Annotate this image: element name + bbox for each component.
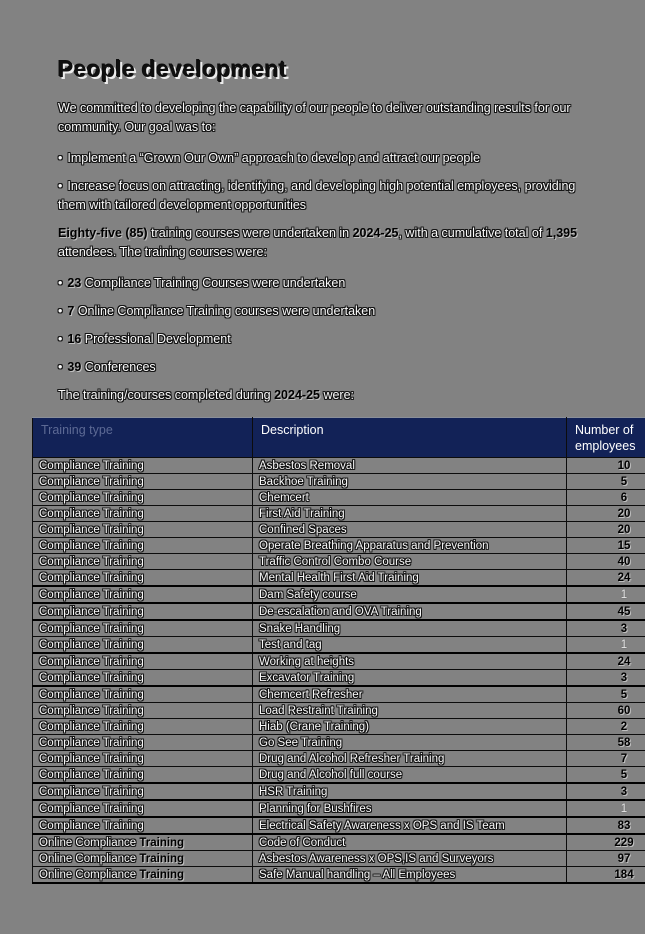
cell-employee-count (567, 703, 645, 719)
count-bullet-text: Professional Development (81, 332, 231, 346)
training-type-text: Compliance Training (39, 802, 144, 815)
cell-employee-count (567, 751, 645, 767)
description-text: Go See Training (259, 736, 343, 749)
description-text: Dam Safety course (259, 588, 357, 601)
table-row (33, 703, 645, 719)
cell-description (253, 851, 567, 867)
description-text: De-escalation and OVA Training (259, 605, 422, 618)
cell-employee-count (567, 800, 645, 817)
employee-count-text: 24 (617, 655, 631, 668)
cell-training-type (33, 570, 253, 587)
cell-employee-count (567, 458, 645, 474)
bullet-icon: • (58, 276, 63, 290)
cell-employee-count (567, 834, 645, 851)
cell-employee-count (567, 570, 645, 587)
table-row (33, 603, 645, 620)
cell-employee-count (567, 783, 645, 800)
employee-count-text: 3 (620, 622, 628, 635)
training-type-text: Compliance Training (39, 539, 144, 552)
cell-training-type (33, 703, 253, 719)
description-text: Hiab (Crane Training) (259, 720, 369, 733)
count-bullet-list (58, 274, 610, 377)
cell-training-type (33, 506, 253, 522)
intro-paragraph: We committed to developing the capability of our people to deliver outstanding results for our community. Our goal was to: (58, 101, 571, 134)
cell-employee-count (567, 522, 645, 538)
cell-employee-count (567, 603, 645, 620)
summary-text-2: , with a cumulative total of (398, 226, 546, 240)
closing-paragraph (58, 386, 593, 405)
employee-count-text: 1 (620, 588, 628, 601)
count-bullet (58, 274, 593, 293)
description-text: Electrical Safety Awareness x OPS and IS Team (259, 819, 505, 832)
bullet-icon: • (58, 360, 63, 374)
employee-count-text: 97 (617, 852, 631, 865)
cell-employee-count (567, 767, 645, 784)
bullet-icon: • (58, 332, 63, 346)
cell-training-type (33, 620, 253, 637)
cell-description (253, 751, 567, 767)
employee-count-text: 1 (620, 638, 628, 651)
table-row (33, 800, 645, 817)
column-header-training-type: Training type (33, 418, 253, 458)
employee-count-text: 5 (620, 768, 628, 781)
table-row (33, 834, 645, 851)
cell-description (253, 670, 567, 687)
table-row (33, 474, 645, 490)
column-header-description: Description (253, 418, 567, 458)
training-type-text: Compliance Training (39, 785, 144, 798)
employee-count-text: 7 (620, 752, 628, 765)
table-row (33, 686, 645, 703)
description-text: Safe Manual handling – All Employees (259, 868, 456, 881)
description-text: Snake Handling (259, 622, 341, 635)
bullet-icon: • (58, 179, 63, 193)
cell-description (253, 686, 567, 703)
table-row (33, 620, 645, 637)
training-type-text: Compliance Training (39, 588, 144, 601)
summary-paragraph (58, 224, 593, 262)
employee-count-text: 6 (620, 491, 628, 504)
description-text: Load Restraint Training (259, 704, 378, 717)
summary-bold-attendees: 1,395 (545, 226, 578, 240)
training-table-container (32, 417, 636, 884)
count-bullet-number: 16 (67, 332, 82, 346)
cell-description (253, 506, 567, 522)
goal-bullet-1-text: Implement a “Grown Our Own” approach to develop and attract our people (67, 151, 481, 165)
description-text: Drug and Alcohol full course (259, 768, 403, 781)
table-row (33, 783, 645, 800)
cell-training-type (33, 800, 253, 817)
employee-count-text: 184 (614, 868, 634, 881)
count-bullet (58, 302, 593, 321)
training-type-text: Compliance Training (39, 736, 144, 749)
employee-count-text: 3 (620, 785, 628, 798)
cell-training-type (33, 490, 253, 506)
goal-bullet-2-text: Increase focus on attracting, identifying, and developing high potential employees, providing them with tailored development opportunities (58, 179, 576, 212)
cell-description (253, 817, 567, 834)
table-row (33, 817, 645, 834)
training-type-text: Compliance Training (39, 491, 144, 504)
bullet-icon: • (58, 151, 63, 165)
cell-employee-count (567, 867, 645, 884)
description-text: Operate Breathing Apparatus and Prevention (259, 539, 489, 552)
cell-employee-count (567, 670, 645, 687)
cell-description (253, 620, 567, 637)
training-type-text: Compliance Training (39, 507, 144, 520)
employee-count-text: 40 (617, 555, 631, 568)
cell-training-type (33, 686, 253, 703)
description-text: Asbestos Awareness x OPS,IS and Surveyors (259, 852, 494, 865)
training-type-text: Compliance Training (39, 688, 144, 701)
table-row (33, 570, 645, 587)
table-row (33, 851, 645, 867)
table-row (33, 767, 645, 784)
cell-description (253, 490, 567, 506)
cell-employee-count (567, 554, 645, 570)
cell-employee-count (567, 620, 645, 637)
cell-training-type (33, 834, 253, 851)
description-text: HSR Training (259, 785, 328, 798)
employee-count-text: 10 (617, 459, 631, 472)
count-bullet-number: 39 (67, 360, 82, 374)
cell-description (253, 719, 567, 735)
cell-training-type (33, 851, 253, 867)
cell-description (253, 767, 567, 784)
cell-training-type (33, 554, 253, 570)
cell-description (253, 867, 567, 884)
cell-training-type (33, 458, 253, 474)
employee-count-text: 1 (620, 802, 628, 815)
cell-description (253, 458, 567, 474)
training-type-text: Compliance Training (39, 720, 144, 733)
cell-employee-count (567, 490, 645, 506)
summary-text-3: attendees. The training courses were: (58, 245, 267, 259)
description-text: First Aid Training (259, 507, 345, 520)
cell-description (253, 586, 567, 603)
cell-employee-count (567, 653, 645, 670)
cell-training-type (33, 637, 253, 654)
table-row (33, 538, 645, 554)
table-row (33, 586, 645, 603)
training-type-text: Online Compliance (39, 868, 140, 881)
cell-training-type (33, 735, 253, 751)
cell-employee-count (567, 735, 645, 751)
cell-description (253, 783, 567, 800)
count-bullet (58, 330, 593, 349)
summary-bold-year: 2024-25 (352, 226, 399, 240)
employee-count-text: 24 (617, 571, 631, 584)
page-title: People development (58, 56, 288, 82)
description-text: Code of Conduct (259, 836, 346, 849)
table-row (33, 458, 645, 474)
employee-count-text: 229 (614, 836, 634, 849)
goal-bullet-2 (58, 177, 593, 215)
training-type-text: Online Compliance (39, 836, 140, 849)
training-type-bold-text: Training (139, 852, 185, 865)
description-text: Backhoe Training (259, 475, 348, 488)
count-bullet-text: Online Compliance Training courses were undertaken (74, 304, 376, 318)
cell-description (253, 603, 567, 620)
count-bullet-text: Conferences (81, 360, 156, 374)
training-type-text: Compliance Training (39, 459, 144, 472)
cell-description (253, 703, 567, 719)
training-type-text: Compliance Training (39, 571, 144, 584)
cell-description (253, 735, 567, 751)
training-type-text: Compliance Training (39, 819, 144, 832)
count-bullet-number: 7 (67, 304, 75, 318)
cell-employee-count (567, 506, 645, 522)
closing-text-1: The training/courses completed during (58, 388, 275, 402)
training-type-bold-text: Training (139, 868, 185, 881)
cell-training-type (33, 751, 253, 767)
cell-training-type (33, 767, 253, 784)
training-type-text: Compliance Training (39, 475, 144, 488)
employee-count-text: 58 (617, 736, 631, 749)
cell-training-type (33, 522, 253, 538)
cell-description (253, 522, 567, 538)
cell-employee-count (567, 474, 645, 490)
cell-description (253, 570, 567, 587)
description-text: Working at heights (259, 655, 355, 668)
table-body (33, 458, 645, 884)
employee-count-text: 2 (620, 720, 628, 733)
cell-training-type (33, 538, 253, 554)
cell-description (253, 800, 567, 817)
cell-employee-count (567, 851, 645, 867)
cell-training-type (33, 867, 253, 884)
training-table (32, 417, 645, 884)
table-row (33, 867, 645, 884)
employee-count-text: 60 (617, 704, 631, 717)
table-row (33, 751, 645, 767)
description-text: Planning for Bushfires (259, 802, 372, 815)
column-header-number-of-employees: Number of employees (567, 418, 645, 458)
count-bullet-text: Compliance Training Courses were undertaken (81, 276, 346, 290)
training-type-text: Compliance Training (39, 622, 144, 635)
description-text: Mental Health First Aid Training (259, 571, 419, 584)
table-row (33, 554, 645, 570)
summary-text-1: training courses were undertaken in (147, 226, 353, 240)
cell-training-type (33, 474, 253, 490)
training-type-bold-text: Training (139, 836, 185, 849)
cell-training-type (33, 670, 253, 687)
training-type-text: Compliance Training (39, 752, 144, 765)
description-text: Confined Spaces (259, 523, 347, 536)
cell-employee-count (567, 686, 645, 703)
table-row (33, 719, 645, 735)
cell-employee-count (567, 586, 645, 603)
table-row (33, 735, 645, 751)
cell-training-type (33, 817, 253, 834)
training-type-text: Compliance Training (39, 704, 144, 717)
bullet-icon: • (58, 304, 63, 318)
employee-count-text: 5 (620, 688, 628, 701)
cell-employee-count (567, 538, 645, 554)
training-type-text: Online Compliance (39, 852, 140, 865)
table-header-row (33, 418, 645, 458)
summary-bold-courses: Eighty-five (85) (58, 226, 148, 240)
description-text: Asbestos Removal (259, 459, 355, 472)
cell-description (253, 637, 567, 654)
count-bullet-number: 23 (67, 276, 82, 290)
cell-training-type (33, 603, 253, 620)
description-text: Test and tag (259, 638, 322, 651)
cell-description (253, 653, 567, 670)
training-type-text: Compliance Training (39, 555, 144, 568)
cell-training-type (33, 719, 253, 735)
training-type-text: Compliance Training (39, 605, 144, 618)
description-text: Drug and Alcohol Refresher Training (259, 752, 445, 765)
training-type-text: Compliance Training (39, 638, 144, 651)
description-text: Chemcert Refresher (259, 688, 363, 701)
employee-count-text: 5 (620, 475, 628, 488)
cell-training-type (33, 653, 253, 670)
closing-text-2: were: (319, 388, 355, 402)
table-row (33, 522, 645, 538)
employee-count-text: 20 (617, 523, 631, 536)
cell-training-type (33, 586, 253, 603)
cell-employee-count (567, 637, 645, 654)
table-row (33, 490, 645, 506)
goal-bullet-1 (58, 149, 593, 168)
cell-description (253, 834, 567, 851)
description-text: Chemcert (259, 491, 309, 504)
cell-description (253, 474, 567, 490)
training-type-text: Compliance Training (39, 671, 144, 684)
cell-training-type (33, 783, 253, 800)
table-row (33, 653, 645, 670)
table-row (33, 506, 645, 522)
training-type-text: Compliance Training (39, 768, 144, 781)
employee-count-text: 83 (617, 819, 631, 832)
employee-count-text: 15 (617, 539, 631, 552)
cell-description (253, 538, 567, 554)
cell-employee-count (567, 817, 645, 834)
cell-description (253, 554, 567, 570)
cell-employee-count (567, 719, 645, 735)
table-row (33, 637, 645, 654)
closing-bold-year: 2024-25 (274, 388, 320, 402)
count-bullet (58, 358, 593, 377)
training-type-text: Compliance Training (39, 523, 144, 536)
description-text: Traffic Control Combo Course (259, 555, 412, 568)
table-row (33, 670, 645, 687)
employee-count-text: 3 (620, 671, 628, 684)
employee-count-text: 45 (617, 605, 631, 618)
employee-count-text: 20 (617, 507, 631, 520)
description-text: Excavator Training (259, 671, 355, 684)
training-type-text: Compliance Training (39, 655, 144, 668)
